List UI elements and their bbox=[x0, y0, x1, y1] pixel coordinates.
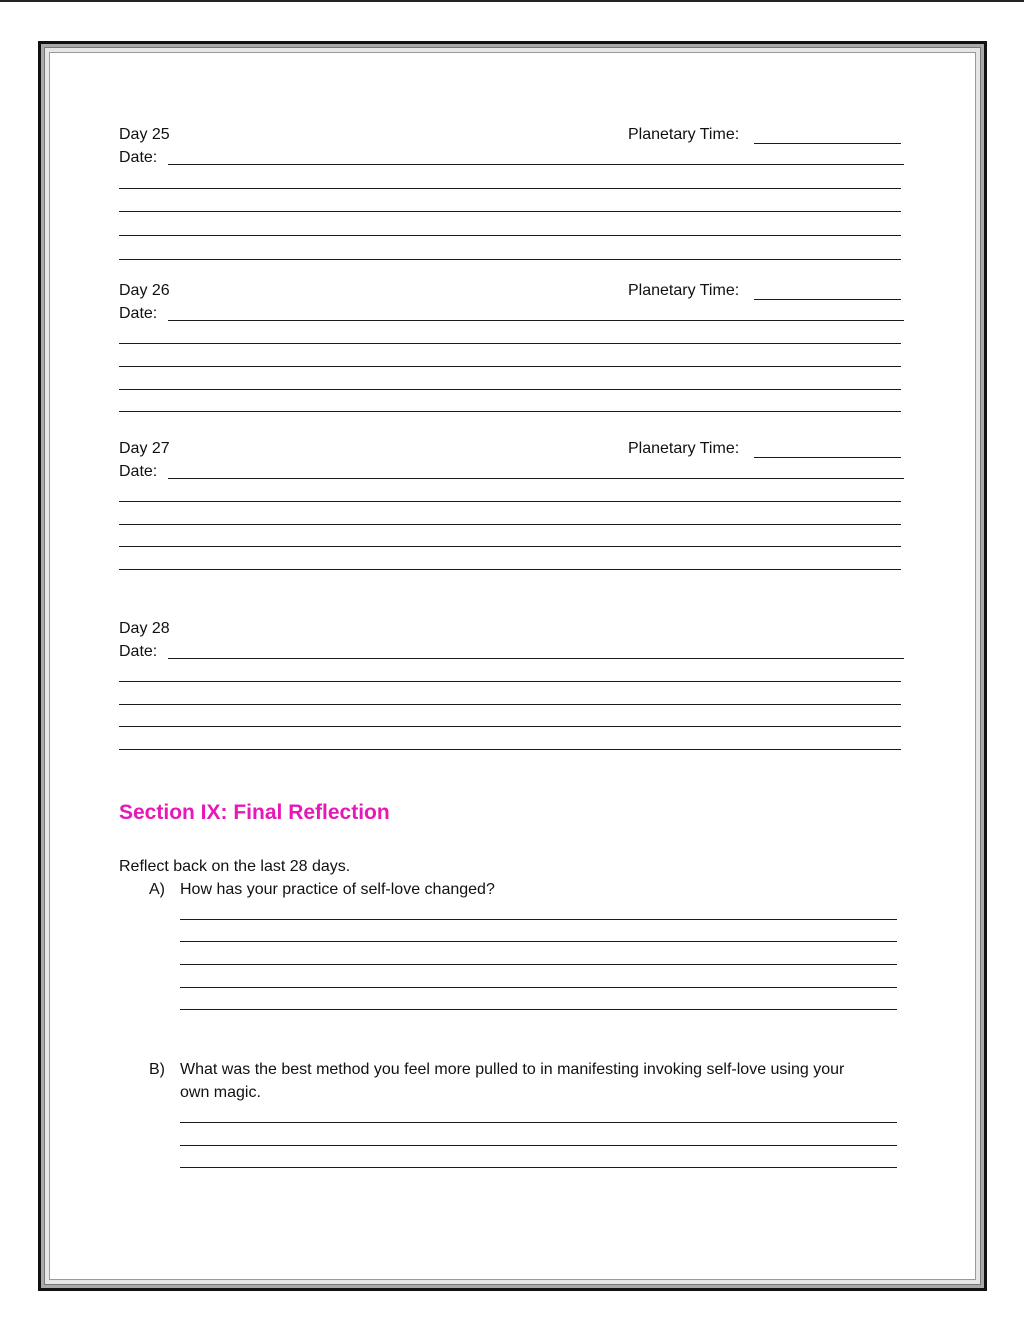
section-intro: Reflect back on the last 28 days. bbox=[119, 858, 351, 875]
date-label: Date: bbox=[119, 643, 158, 660]
writing-line[interactable] bbox=[119, 681, 901, 682]
planetary-time-label: Planetary Time: bbox=[628, 126, 740, 143]
writing-line[interactable] bbox=[119, 366, 901, 367]
answer-line[interactable] bbox=[180, 964, 897, 965]
writing-line[interactable] bbox=[119, 749, 901, 750]
planetary-time-label: Planetary Time: bbox=[628, 282, 740, 299]
writing-line[interactable] bbox=[119, 411, 901, 412]
question-text-continued: own magic. bbox=[180, 1084, 261, 1101]
writing-line[interactable] bbox=[119, 259, 901, 260]
question-text: What was the best method you feel more pulled to in manifesting invoking self-love using your bbox=[180, 1061, 845, 1078]
writing-line[interactable] bbox=[119, 211, 901, 212]
date-label: Date: bbox=[119, 463, 158, 480]
writing-line[interactable] bbox=[119, 389, 901, 390]
answer-line[interactable] bbox=[180, 1122, 897, 1123]
writing-line[interactable] bbox=[119, 726, 901, 727]
planetary-time-field[interactable] bbox=[754, 299, 901, 300]
answer-line[interactable] bbox=[180, 1145, 897, 1146]
answer-line[interactable] bbox=[180, 1167, 897, 1168]
day-label: Day 27 bbox=[119, 440, 170, 457]
date-field[interactable] bbox=[168, 164, 904, 165]
date-field[interactable] bbox=[168, 658, 904, 659]
day-label: Day 25 bbox=[119, 126, 170, 143]
writing-line[interactable] bbox=[119, 704, 901, 705]
planetary-time-field[interactable] bbox=[754, 457, 901, 458]
question-marker: A) bbox=[149, 881, 165, 898]
answer-line[interactable] bbox=[180, 1009, 897, 1010]
date-field[interactable] bbox=[168, 320, 904, 321]
writing-line[interactable] bbox=[119, 524, 901, 525]
question-text: How has your practice of self-love changed? bbox=[180, 881, 495, 898]
question-marker: B) bbox=[149, 1061, 165, 1078]
planetary-time-field[interactable] bbox=[754, 143, 901, 144]
day-label: Day 28 bbox=[119, 620, 170, 637]
writing-line[interactable] bbox=[119, 546, 901, 547]
date-field[interactable] bbox=[168, 478, 904, 479]
writing-line[interactable] bbox=[119, 569, 901, 570]
top-edge-line bbox=[0, 0, 1024, 2]
writing-line[interactable] bbox=[119, 501, 901, 502]
date-label: Date: bbox=[119, 305, 158, 322]
day-label: Day 26 bbox=[119, 282, 170, 299]
writing-line[interactable] bbox=[119, 343, 901, 344]
answer-line[interactable] bbox=[180, 941, 897, 942]
page-border bbox=[38, 41, 987, 1291]
section-title: Section IX: Final Reflection bbox=[119, 801, 390, 824]
writing-line[interactable] bbox=[119, 235, 901, 236]
date-label: Date: bbox=[119, 149, 158, 166]
planetary-time-label: Planetary Time: bbox=[628, 440, 740, 457]
answer-line[interactable] bbox=[180, 919, 897, 920]
answer-line[interactable] bbox=[180, 987, 897, 988]
writing-line[interactable] bbox=[119, 188, 901, 189]
